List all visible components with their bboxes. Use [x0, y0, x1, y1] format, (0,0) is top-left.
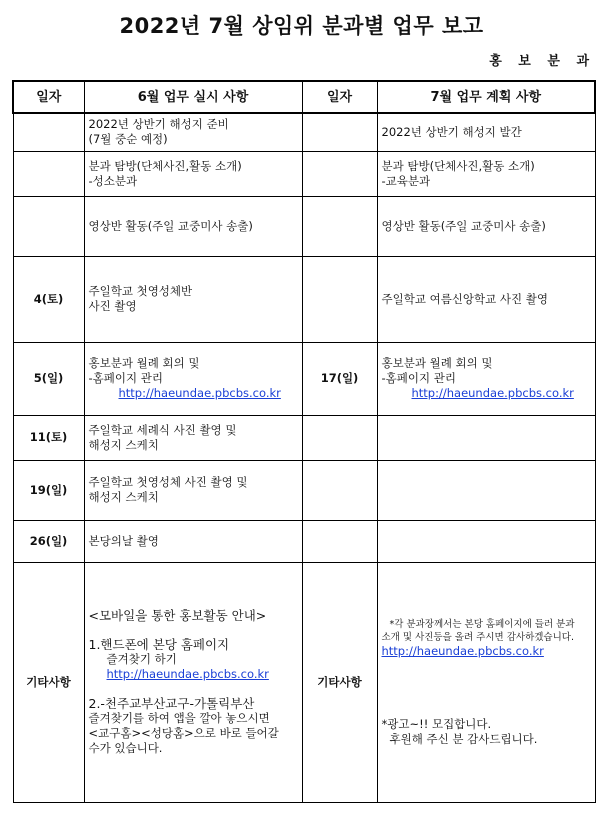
date-cell: 5(일) — [13, 342, 84, 415]
header-date-left: 일자 — [13, 81, 84, 113]
homepage-link[interactable]: http://haeundae.pbcbs.co.kr — [411, 386, 574, 400]
ad-subtitle: 후원해 주신 분 감사드립니다. — [389, 731, 538, 746]
date-cell: 11(토) — [13, 415, 84, 460]
department-label: 홍 보 분 과 — [489, 54, 595, 69]
table-row — [13, 415, 595, 460]
misc-right-cell — [377, 562, 595, 802]
header-july: 7월 업무 계획 사항 — [377, 81, 595, 113]
date-cell — [302, 196, 377, 256]
task-text: 영상반 활동(주일 교중미사 송출) — [381, 218, 546, 233]
task-text: 주일학교 첫영성체 사진 촬영 및 — [88, 475, 248, 489]
june-task-cell — [84, 113, 302, 151]
june-task-cell — [84, 196, 302, 256]
date-cell — [302, 113, 377, 151]
table-row — [13, 256, 595, 342]
task-text: 홍보분과 월례 회의 및 — [381, 356, 493, 370]
task-text: 홍보분과 월례 회의 및 — [88, 356, 200, 370]
misc-item2-line: <교구홈><성당홈>으로 바로 들어갈 — [88, 726, 279, 740]
june-task-cell — [84, 460, 302, 520]
notice-text: 소개 및 사진등을 올려 주시면 감사하겠습니다. — [381, 631, 574, 643]
homepage-link[interactable]: http://haeundae.pbcbs.co.kr — [381, 643, 544, 658]
date-cell: 17(일) — [302, 342, 377, 415]
date-cell — [302, 415, 377, 460]
june-task-cell — [84, 151, 302, 196]
table-row — [13, 460, 595, 520]
task-text: 분과 탐방(단체사진,활동 소개) — [88, 158, 242, 173]
report-table — [12, 80, 596, 803]
table-row — [13, 151, 595, 196]
misc-item2-line: 즐겨찾기를 하여 앱을 깔아 놓으시면 — [88, 711, 270, 725]
date-cell — [302, 256, 377, 342]
table-row — [13, 196, 595, 256]
misc-left-cell — [84, 562, 302, 802]
task-text: -홈페이지 관리 — [88, 371, 163, 385]
task-text: 본당의날 촬영 — [88, 533, 159, 548]
june-task-cell — [84, 415, 302, 460]
misc-label-left: 기타사항 — [13, 562, 84, 802]
date-cell — [302, 151, 377, 196]
misc-item1-title: 1.핸드폰에 본당 홈페이지 — [88, 637, 230, 652]
task-text: 주일학교 첫영성체반 — [88, 284, 193, 298]
header-date-right: 일자 — [302, 81, 377, 113]
july-task-cell — [377, 196, 595, 256]
table-row — [13, 342, 595, 415]
table-row — [13, 520, 595, 562]
table-header-row — [13, 81, 595, 113]
misc-item2-line: 수가 있습니다. — [88, 741, 163, 755]
table-row — [13, 113, 595, 151]
july-task-cell — [377, 460, 595, 520]
date-cell: 26(일) — [13, 520, 84, 562]
misc-item2-title: 2.-천주교부산교구-가톨릭부산 — [88, 696, 255, 711]
task-text: 주일학교 세례식 사진 촬영 및 — [88, 422, 237, 437]
task-text: -홈페이지 관리 — [381, 371, 456, 385]
task-text: 사진 촬영 — [88, 299, 137, 313]
june-task-cell — [84, 256, 302, 342]
task-text: -교육분과 — [381, 173, 431, 188]
july-task-cell — [377, 113, 595, 151]
homepage-link[interactable]: http://haeundae.pbcbs.co.kr — [118, 386, 281, 400]
notice-text: *각 분과장께서는 본당 홈페이지에 들러 분과 — [389, 618, 575, 630]
date-cell — [302, 520, 377, 562]
july-task-cell — [377, 342, 595, 415]
task-text: 해성지 스케치 — [88, 490, 159, 504]
task-text: 영상반 활동(주일 교중미사 송출) — [88, 218, 253, 233]
june-task-cell — [84, 342, 302, 415]
ad-title: *광고~!! 모집합니다. — [381, 716, 492, 731]
july-task-cell — [377, 520, 595, 562]
task-text: 주일학교 여름신앙학교 사진 촬영 — [381, 291, 548, 306]
task-text: (7월 중순 예정) — [88, 132, 168, 147]
date-cell: 4(토) — [13, 256, 84, 342]
misc-label-right: 기타사항 — [302, 562, 377, 802]
page-title: 2022년 7월 상임위 분과별 업무 보고 — [119, 14, 484, 38]
task-text: 해성지 스케치 — [88, 437, 159, 452]
date-cell: 19(일) — [13, 460, 84, 520]
july-task-cell — [377, 415, 595, 460]
date-cell — [302, 460, 377, 520]
mobile-promo-heading: <모바일을 통한 홍보활동 안내> — [88, 608, 267, 623]
header-june: 6월 업무 실시 사항 — [84, 81, 302, 113]
date-cell — [13, 196, 84, 256]
date-cell — [13, 113, 84, 151]
june-task-cell — [84, 520, 302, 562]
task-text: 분과 탐방(단체사진,활동 소개) — [381, 158, 535, 173]
task-text: -성소분과 — [88, 173, 138, 188]
misc-item1-sub: 즐겨찾기 하기 — [106, 652, 177, 666]
july-task-cell — [377, 151, 595, 196]
homepage-link[interactable]: http://haeundae.pbcbs.co.kr — [106, 667, 269, 681]
task-text: 2022년 상반기 해성지 발간 — [381, 124, 522, 139]
misc-row — [13, 562, 595, 802]
task-text: 2022년 상반기 해성지 준비 — [88, 117, 229, 132]
july-task-cell — [377, 256, 595, 342]
date-cell — [13, 151, 84, 196]
